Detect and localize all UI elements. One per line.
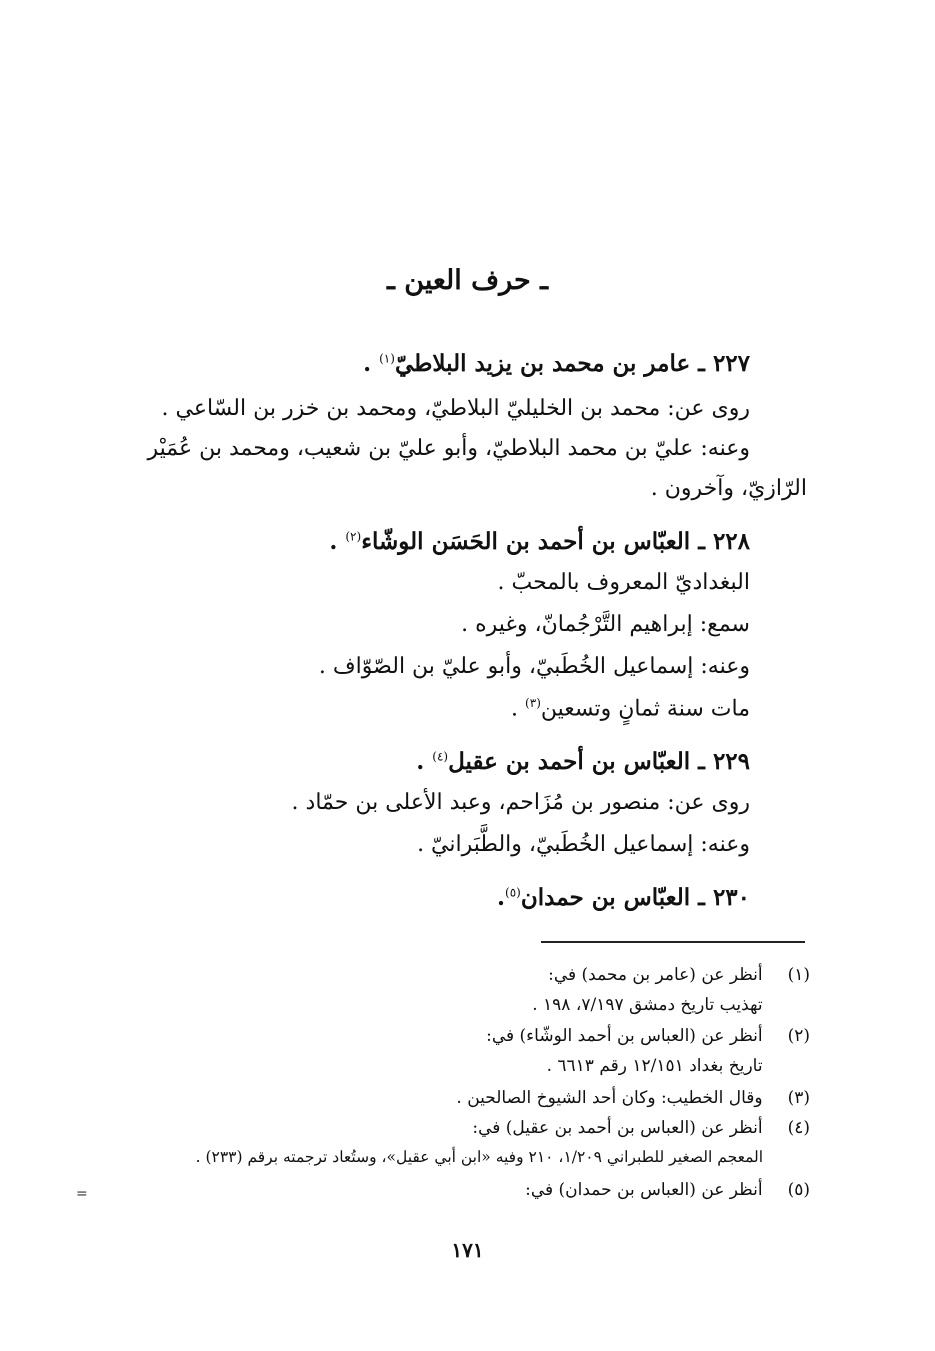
footnote-text: أنظر عن (العباس بن حمدان) في: <box>525 1180 763 1200</box>
footnote-number: (٣) <box>787 1088 810 1108</box>
footnote-text: وقال الخطيب: وكان أحد الشيوخ الصالحين . <box>456 1088 763 1108</box>
entry-228-line-4 <box>511 696 750 721</box>
footnote-number: (١) <box>787 965 810 985</box>
page-number: ١٧١ <box>451 1238 484 1262</box>
footnote-2-cont <box>547 1056 810 1076</box>
footnote-2 <box>486 1026 810 1046</box>
entry-heading-text: ٢٢٨ ـ العبّاس بن أحمد بن الحَسَن الوشّاء <box>361 528 750 555</box>
entry-227-line-3: الرّازيّ، وآخرون . <box>650 476 807 501</box>
heading-period: . <box>416 748 433 775</box>
footnote-1 <box>548 965 810 985</box>
heading-period: . <box>363 350 380 377</box>
footnote-ref: (٥) <box>505 885 521 900</box>
footnote-number: (٥) <box>787 1180 810 1200</box>
entry-228-line-2: سمع: إبراهيم التَّرْجُمانّ، وغيره . <box>461 612 750 637</box>
entry-text: مات سنة ثمانٍ وتسعين <box>540 696 750 722</box>
entry-heading-text: ٢٢٧ ـ عامر بن محمد بن يزيد البلاطيّ <box>394 350 750 377</box>
entry-230-heading <box>497 884 750 911</box>
section-title: ـ حرف العين ـ <box>386 265 549 296</box>
footnote-ref: (٢) <box>345 529 362 544</box>
footnote-1-cont <box>532 995 810 1015</box>
entry-heading-text: ٢٢٩ ـ العبّاس بن أحمد بن عقيل <box>448 748 750 775</box>
entry-228-heading <box>329 528 750 555</box>
line-period: . <box>511 696 526 722</box>
entry-229-heading <box>416 748 750 775</box>
footnote-text: أنظر عن (العباس بن أحمد الوشّاء) في: <box>486 1026 763 1046</box>
entry-227-line-1: روى عن: محمد بن الخليليّ البلاطيّ، ومحمد بن خزر بن السّاعي . <box>161 396 750 421</box>
entry-227-line-2: وعنه: عليّ بن محمد البلاطيّ، وأبو عليّ بن شعيب، ومحمد بن عُمَيْر <box>147 436 750 461</box>
footnote-text: المعجم الصغير للطبراني ١/٢٠٩، ٢١٠ وفيه «ابن أبي عقيل»، وستُعاد ترجمته برقم (٢٣٣) . <box>195 1148 764 1166</box>
margin-mark: = <box>76 1186 88 1202</box>
entry-228-line-1: البغداديّ المعروف بالمحبّ . <box>497 570 750 595</box>
entry-227-heading <box>363 350 750 377</box>
footnote-3 <box>456 1088 810 1108</box>
footnote-4-cont <box>196 1148 810 1166</box>
footnote-text: تاريخ بغداد ١٢/١٥١ رقم ٦٦١٣ . <box>546 1056 763 1076</box>
footnote-number: (٤) <box>787 1118 810 1138</box>
footnote-ref: (١) <box>379 351 395 366</box>
heading-period: . <box>497 884 506 911</box>
footnote-ref: (٣) <box>525 696 541 710</box>
footnote-text: أنظر عن (العباس بن أحمد بن عقيل) في: <box>472 1118 763 1138</box>
footnote-text: تهذيب تاريخ دمشق ٧/١٩٧، ١٩٨ . <box>532 995 763 1015</box>
footnote-4 <box>472 1118 810 1138</box>
footnote-ref: (٤) <box>432 749 449 764</box>
footnote-text: أنظر عن (عامر بن محمد) في: <box>548 965 763 985</box>
entry-229-line-2: وعنه: إسماعيل الخُطَبيّ، والطَّبَرانيّ . <box>417 832 750 857</box>
footnote-number: (٢) <box>787 1026 810 1046</box>
heading-period: . <box>329 528 346 555</box>
footnote-5 <box>525 1180 810 1200</box>
entry-228-line-3: وعنه: إسماعيل الخُطَبيّ، وأبو عليّ بن الصّوّاف . <box>318 654 750 679</box>
entry-229-line-1: روى عن: منصور بن مُزَاحم، وعبد الأعلى بن حمّاد . <box>291 790 750 815</box>
footnote-divider <box>541 941 805 943</box>
entry-heading-text: ٢٣٠ ـ العبّاس بن حمدان <box>520 884 750 911</box>
